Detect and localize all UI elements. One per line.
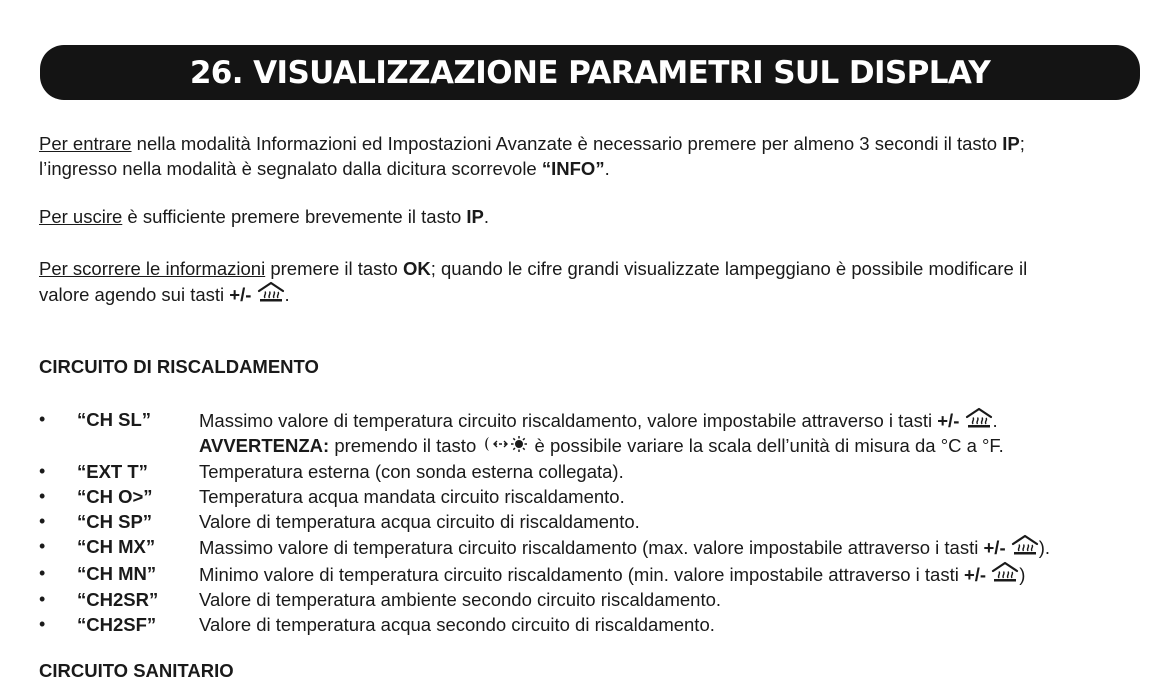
heating-house-icon: [991, 561, 1019, 583]
section-heading-sanitary: CIRCUITO SANITARIO: [39, 660, 234, 681]
key-plus-minus: +/-: [229, 284, 252, 305]
parameter-code: “CH SL”: [77, 409, 151, 430]
page-title: 26. VISUALIZZAZIONE PARAMETRI SUL DISPLAY: [189, 54, 991, 91]
paragraph-exit: [39, 204, 1139, 229]
parameter-code: “CH MN”: [77, 562, 157, 584]
paragraph-text: nella modalità Informazioni ed Impostazioni Avanzate è necessario premere per almeno 3 secondi il tasto: [131, 133, 1003, 154]
description-text: è possibile variare la scala dell’unità di misura da °C a °F.: [529, 435, 1004, 457]
list-item: [39, 407, 1159, 433]
list-item-warning: [39, 433, 1159, 458]
description-text: Massimo valore di temperatura circuito riscaldamento, valore impostabile attraverso i tasti: [199, 410, 938, 431]
list-item: [39, 587, 1159, 612]
bullet: •: [39, 562, 46, 583]
enter-link-text: Per entrare: [39, 133, 132, 154]
key-ok: OK: [402, 258, 431, 279]
paragraph-text: premere il tasto: [265, 258, 403, 279]
paragraph-enter: [39, 131, 1139, 181]
parameter-description: Valore di temperatura ambiente secondo circuito riscaldamento.: [199, 589, 722, 611]
moon-sun-icon: [481, 435, 529, 453]
key-ip: IP: [466, 206, 484, 227]
parameter-description: [199, 561, 1159, 587]
list-item: [39, 484, 1159, 509]
heating-house-icon: [965, 407, 993, 429]
bullet: •: [39, 511, 46, 532]
heating-house-icon: [257, 281, 285, 303]
warning-description: [199, 433, 1159, 458]
list-item: [39, 534, 1159, 560]
paragraph-text: .: [284, 284, 290, 305]
section-title-bar: [40, 45, 1140, 100]
parameter-code: “CH SP”: [77, 511, 153, 533]
exit-link-text: Per uscire: [39, 206, 123, 227]
paragraph-text: valore agendo sui tasti: [39, 284, 230, 305]
paragraph-scroll: [39, 256, 1139, 307]
paragraph-text: ;: [1019, 133, 1025, 154]
parameter-code: “CH2SR”: [77, 589, 159, 611]
description-text: ).: [1038, 537, 1051, 559]
bullet: •: [39, 536, 46, 557]
section-heading-heating: CIRCUITO DI RISCALDAMENTO: [39, 356, 319, 377]
parameter-description: [199, 407, 1159, 433]
key-plus-minus: +/-: [963, 563, 987, 585]
description-text: .: [992, 410, 998, 431]
scroll-link-text: Per scorrere le informazioni: [39, 258, 266, 279]
paragraph-text: .: [604, 158, 610, 179]
key-ip: IP: [1002, 133, 1020, 154]
bullet: •: [39, 485, 46, 506]
parameter-code: “CH2SF”: [77, 614, 157, 636]
key-plus-minus: +/-: [937, 410, 960, 431]
bullet: •: [39, 409, 46, 429]
key-plus-minus: +/-: [983, 537, 1006, 559]
paragraph-text: .: [483, 206, 490, 227]
description-text: Massimo valore di temperatura circuito riscaldamento (max. valore impostabile attraverso i tasti: [199, 537, 984, 559]
parameter-code: “CH O>”: [77, 485, 153, 507]
parameter-code: “EXT T”: [77, 460, 148, 482]
parameter-description: Valore di temperatura acqua secondo circuito di riscaldamento.: [199, 614, 715, 636]
parameter-description: Temperatura esterna (con sonda esterna collegata).: [199, 460, 624, 482]
description-text: Minimo valore di temperatura circuito riscaldamento (min. valore impostabile attraverso i tasti: [199, 563, 964, 585]
description-text: premendo il tasto: [329, 435, 482, 457]
list-item: [39, 612, 1159, 637]
bullet: •: [39, 589, 46, 610]
list-item: [39, 509, 1159, 534]
list-item: [39, 459, 1159, 484]
paragraph-text: l’ingresso nella modalità è segnalato dalla dicitura scorrevole: [39, 158, 542, 179]
info-label: “INFO”: [541, 158, 605, 179]
paragraph-text: ; quando le cifre grandi visualizzate lampeggiano è possibile modificare il: [430, 258, 1028, 279]
paragraph-text: è sufficiente premere brevemente il tasto: [122, 206, 467, 227]
parameter-description: Valore di temperatura acqua circuito di riscaldamento.: [199, 511, 640, 533]
parameter-description: [199, 534, 1159, 560]
bullet: •: [39, 614, 46, 635]
heating-house-icon: [1011, 534, 1039, 556]
parameter-code: “CH MX”: [77, 536, 156, 558]
bullet: •: [39, 460, 46, 481]
list-item: [39, 561, 1159, 587]
parameter-list: [39, 407, 1159, 638]
warning-label: AVVERTENZA:: [199, 435, 330, 457]
description-text: ): [1019, 563, 1026, 585]
parameter-description: Temperatura acqua mandata circuito riscaldamento.: [199, 485, 625, 507]
